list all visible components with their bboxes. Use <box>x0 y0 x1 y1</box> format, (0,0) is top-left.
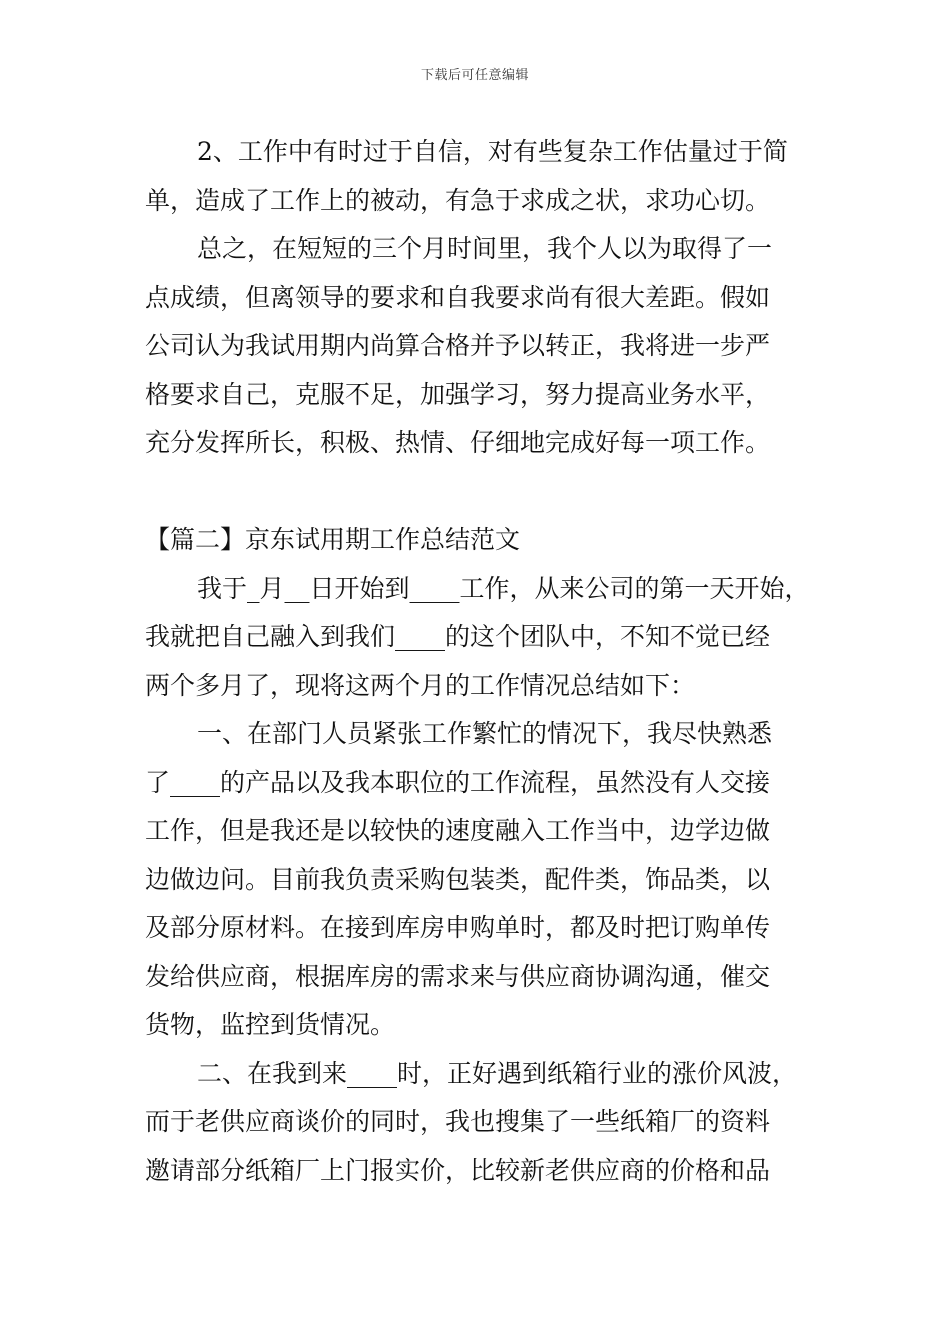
document-body <box>145 128 815 1195</box>
text-line: 总之，在短短的三个月时间里，我个人以为取得了一 <box>197 234 773 263</box>
text-line: 我就把自己融入到我们____的这个团队中，不知不觉已经 <box>145 622 771 651</box>
text-line: 充分发挥所长，积极、热情、仔细地完成好每一项工作。 <box>145 428 771 457</box>
text-line: 格要求自己，克服不足，加强学习，努力提高业务水平， <box>145 379 771 409</box>
section-heading: 【篇二】京东试用期工作总结范文 <box>145 525 521 554</box>
text-line: 公司认为我试用期内尚算合格并予以转正，我将进一步严 <box>145 331 771 360</box>
text-line: 货物，监控到货情况。 <box>145 1010 396 1039</box>
text-line: 二、在我到来____时，正好遇到纸箱行业的涨价风波， <box>197 1058 798 1088</box>
text-line: 边做边问。目前我负责采购包装类，配件类，饰品类，以 <box>145 864 771 894</box>
paragraph-gap <box>145 468 815 517</box>
text-line: 而于老供应商谈价的同时，我也搜集了一些纸箱厂的资料 <box>145 1107 771 1136</box>
text-line: 了____的产品以及我本职位的工作流程，虽然没有人交接 <box>145 767 771 797</box>
text-line: 我于_月__日开始到____工作，从来公司的第一天开始， <box>197 573 810 603</box>
text-line: 一、在部门人员紧张工作繁忙的情况下，我尽快熟悉 <box>197 719 773 748</box>
text-line: 单，造成了工作上的被动，有急于求成之状，求功心切。 <box>145 185 771 215</box>
text-line: 两个多月了，现将这两个月的工作情况总结如下： <box>145 670 696 700</box>
text-line: 及部分原材料。在接到库房申购单时，都及时把订购单传 <box>145 913 771 942</box>
page-header: 下载后可任意编辑 <box>420 68 529 83</box>
text-line: 邀请部分纸箱厂上门报实价，比较新老供应商的价格和品 <box>145 1155 771 1185</box>
text-line: 2、工作中有时过于自信，对有些复杂工作估量过于简 <box>197 137 788 166</box>
text-line: 点成绩，但离领导的要求和自我要求尚有很大差距。假如 <box>145 282 771 312</box>
text-line: 工作，但是我还是以较快的速度融入工作当中，边学边做 <box>145 816 771 845</box>
text-line: 发给供应商，根据库房的需求来与供应商协调沟通，催交 <box>145 961 771 991</box>
